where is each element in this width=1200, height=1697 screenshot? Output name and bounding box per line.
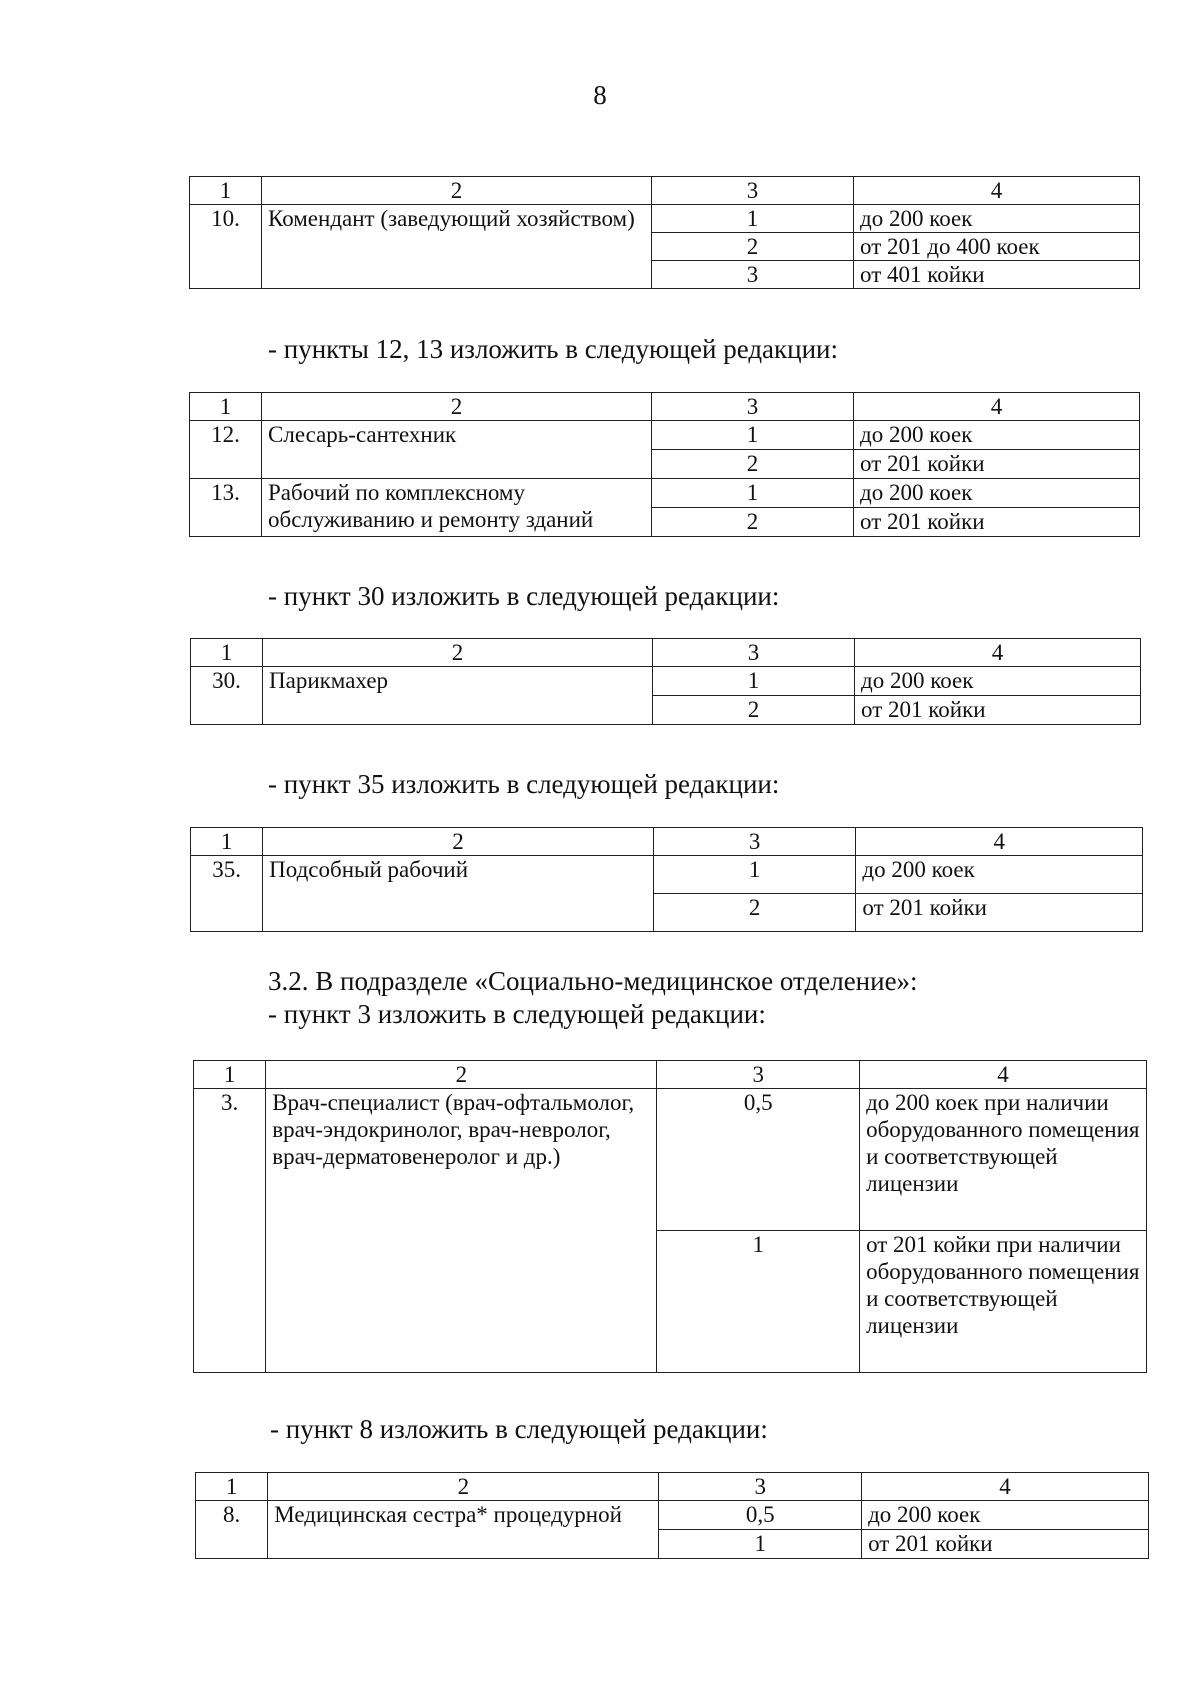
header-cell: 4 <box>854 177 1140 205</box>
heading-item-8: - пункт 8 изложить в следующей редакции: <box>270 1414 768 1444</box>
header-cell: 1 <box>191 828 263 856</box>
table-header-row <box>190 393 1140 421</box>
header-cell: 4 <box>862 1473 1149 1501</box>
bed-range: до 200 коек <box>856 856 1143 894</box>
header-cell: 1 <box>190 393 262 421</box>
bed-range: от 201 койки при наличии оборудованного помещения и соответствующей лицензии <box>860 1231 1147 1373</box>
heading-item-35: - пункт 35 изложить в следующей редакции: <box>268 769 780 799</box>
bed-range: от 201 койки <box>854 508 1140 537</box>
staff-count: 2 <box>653 696 855 725</box>
table-row <box>191 856 1143 894</box>
position-name: Парикмахер <box>263 667 653 725</box>
heading-item-30: - пункт 30 изложить в следующей редакции: <box>268 581 780 611</box>
heading-items-12-13: - пункты 12, 13 изложить в следующей редакции: <box>268 334 839 364</box>
staff-count: 1 <box>657 1231 860 1373</box>
bed-range: от 201 койки <box>855 696 1141 725</box>
item-number: 10. <box>190 205 262 289</box>
header-cell: 3 <box>652 393 854 421</box>
table-item-10 <box>189 176 1140 289</box>
table-header-row <box>190 177 1140 205</box>
bed-range: от 401 койки <box>854 261 1140 289</box>
staff-count: 1 <box>652 205 854 233</box>
heading-item-3: - пункт 3 изложить в следующей редакции: <box>268 999 766 1029</box>
staff-count: 3 <box>652 261 854 289</box>
table-item-30 <box>190 638 1141 725</box>
header-cell: 2 <box>262 177 652 205</box>
bed-range: до 200 коек <box>854 421 1140 450</box>
item-number: 30. <box>191 667 263 725</box>
section-heading-3-2: 3.2. В подразделе «Социально-медицинское отделение»: <box>268 966 918 996</box>
bed-range: от 201 койки <box>862 1530 1149 1559</box>
staff-count: 1 <box>652 421 854 450</box>
bed-range: от 201 койки <box>856 894 1143 932</box>
header-cell: 3 <box>657 1061 860 1089</box>
header-cell: 1 <box>191 639 263 667</box>
header-cell: 3 <box>653 639 855 667</box>
header-cell: 3 <box>659 1473 862 1501</box>
header-cell: 1 <box>196 1473 268 1501</box>
header-cell: 4 <box>860 1061 1147 1089</box>
table-item-3 <box>193 1060 1147 1373</box>
staff-count: 1 <box>653 667 855 696</box>
position-name: Подсобный рабочий <box>263 856 654 932</box>
bed-range: до 200 коек <box>854 479 1140 508</box>
table-header-row <box>191 828 1143 856</box>
staff-count: 2 <box>653 894 855 932</box>
table-row <box>190 421 1140 450</box>
staff-count: 1 <box>652 479 854 508</box>
table-header-row <box>194 1061 1147 1089</box>
table-row <box>194 1089 1147 1231</box>
position-name: Слесарь-сантехник <box>262 421 652 479</box>
table-row <box>191 667 1141 696</box>
bed-range: до 200 коек <box>862 1501 1149 1530</box>
staff-count: 0,5 <box>657 1089 860 1231</box>
staff-count: 2 <box>652 233 854 261</box>
header-cell: 4 <box>856 828 1143 856</box>
staff-count: 1 <box>653 856 855 894</box>
staff-count: 2 <box>652 508 854 537</box>
bed-range: от 201 койки <box>854 450 1140 479</box>
position-name: Комендант (заведующий хозяйством) <box>262 205 652 289</box>
item-number: 12. <box>190 421 262 479</box>
bed-range: до 200 коек при наличии оборудованного помещения и соответствующей лицензии <box>860 1089 1147 1231</box>
position-name: Врач-специалист (врач-офтальмолог, врач-эндокринолог, врач-невролог, врач-дерматовенеролог и др.) <box>266 1089 657 1373</box>
header-cell: 2 <box>262 393 652 421</box>
staff-count: 2 <box>652 450 854 479</box>
item-number: 8. <box>196 1501 268 1559</box>
header-cell: 2 <box>268 1473 659 1501</box>
header-cell: 2 <box>263 639 653 667</box>
header-cell: 1 <box>190 177 262 205</box>
header-cell: 3 <box>653 828 855 856</box>
staff-count: 0,5 <box>659 1501 862 1530</box>
table-header-row <box>191 639 1141 667</box>
position-name: Медицинская сестра* процедурной <box>268 1501 659 1559</box>
staff-count: 1 <box>659 1530 862 1559</box>
table-item-8 <box>195 1472 1149 1559</box>
header-cell: 1 <box>194 1061 266 1089</box>
table-header-row <box>196 1473 1149 1501</box>
header-cell: 4 <box>854 393 1140 421</box>
item-number: 3. <box>194 1089 266 1373</box>
header-cell: 2 <box>263 828 654 856</box>
header-cell: 3 <box>652 177 854 205</box>
item-number: 35. <box>191 856 263 932</box>
header-cell: 4 <box>855 639 1141 667</box>
header-cell: 2 <box>266 1061 657 1089</box>
table-items-12-13 <box>189 392 1140 537</box>
bed-range: до 200 коек <box>855 667 1141 696</box>
item-number: 13. <box>190 479 262 537</box>
table-row <box>190 205 1140 233</box>
table-row <box>196 1501 1149 1530</box>
bed-range: до 200 коек <box>854 205 1140 233</box>
table-item-35 <box>190 827 1143 932</box>
position-name: Рабочий по комплексному обслуживанию и ремонту зданий <box>262 479 652 537</box>
table-row <box>190 479 1140 508</box>
page-number: 8 <box>593 80 607 110</box>
bed-range: от 201 до 400 коек <box>854 233 1140 261</box>
